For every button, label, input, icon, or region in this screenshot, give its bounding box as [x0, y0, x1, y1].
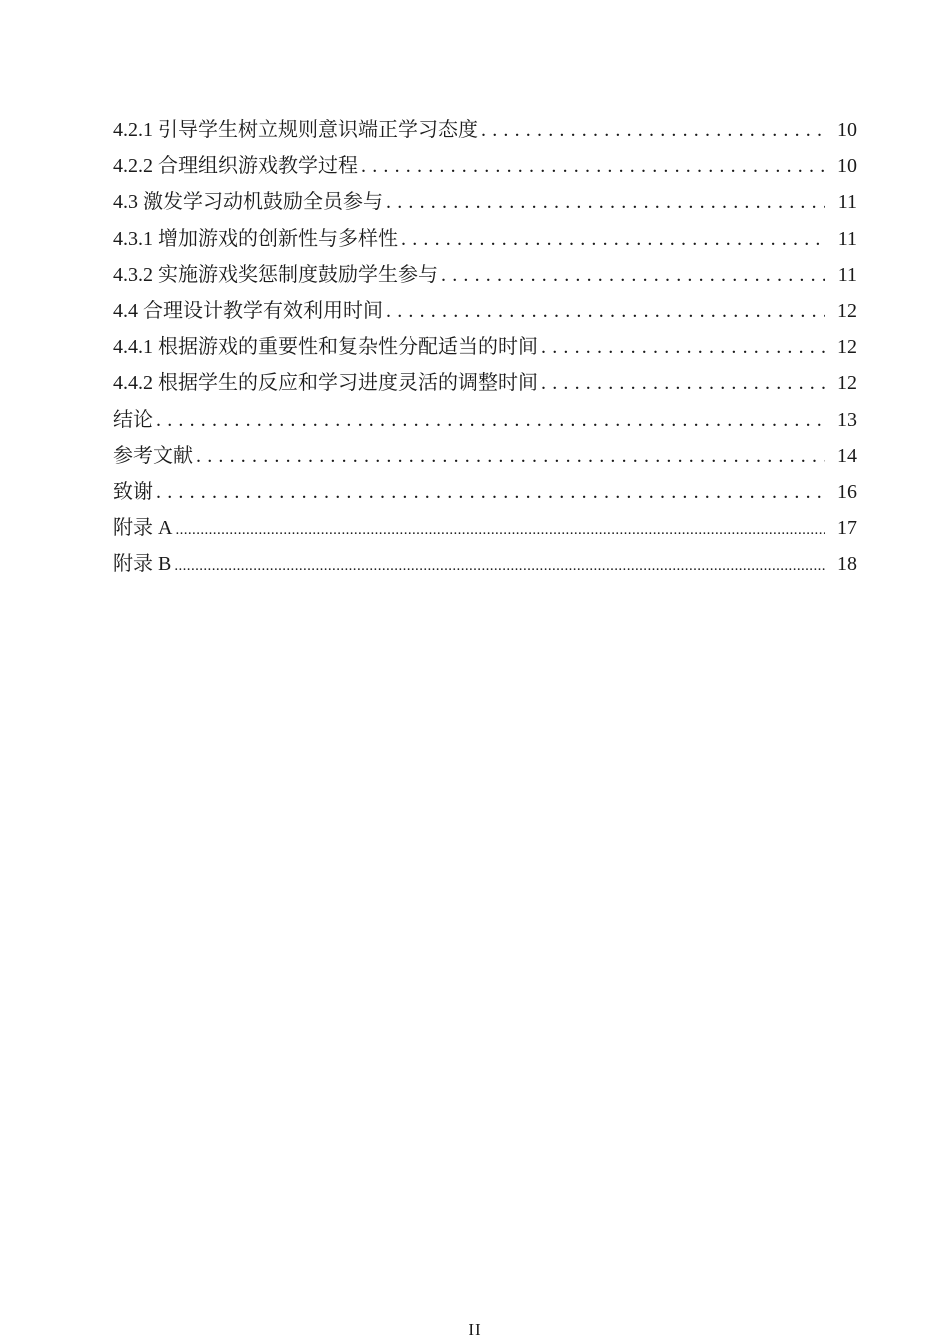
toc-entry-label: 4.4.2 根据学生的反应和学习进度灵活的调整时间 — [113, 372, 538, 395]
toc-entry — [113, 438, 857, 474]
toc-entry-label: 4.4 合理设计教学有效利用时间 — [113, 299, 383, 322]
toc-entry-page: 11 — [837, 191, 857, 214]
toc-entry — [113, 474, 857, 510]
toc-entry-page: 10 — [837, 155, 857, 178]
toc-entry-page: 14 — [837, 444, 857, 467]
toc-entry — [113, 184, 857, 220]
toc-entry — [113, 112, 857, 148]
toc-entry-page: 17 — [837, 517, 857, 540]
dot-leader — [478, 112, 825, 148]
dot-leader — [538, 365, 825, 401]
toc-entry-label: 4.4.1 根据游戏的重要性和复杂性分配适当的时间 — [113, 336, 538, 359]
toc-entry — [113, 221, 857, 257]
toc-entry-page: 11 — [837, 263, 857, 286]
toc-entry — [113, 510, 857, 546]
dot-leader — [538, 329, 825, 365]
toc-entry-label: 4.2.2 合理组织游戏教学过程 — [113, 155, 358, 178]
toc-entry-label: 4.2.1 引导学生树立规则意识端正学习态度 — [113, 119, 478, 141]
toc-entry-page: 12 — [837, 372, 857, 395]
dot-leader — [358, 148, 825, 184]
toc-entry-label: 附录 A — [113, 517, 173, 540]
dot-leader — [398, 221, 825, 257]
dot-leader — [171, 546, 825, 584]
dot-leader — [172, 510, 825, 548]
toc-entry-page: 10 — [837, 119, 857, 141]
toc-entry — [113, 293, 857, 329]
toc-entry-page: 11 — [837, 227, 857, 250]
dot-leader — [383, 184, 825, 220]
dot-leader — [383, 293, 825, 329]
page-number-footer: II — [468, 1320, 482, 1339]
toc-entry-label: 4.3.1 增加游戏的创新性与多样性 — [113, 227, 398, 250]
toc-entry — [113, 402, 857, 438]
toc-entry-label: 4.3.2 实施游戏奖惩制度鼓励学生参与 — [113, 263, 438, 286]
toc-entry-page: 12 — [837, 336, 857, 359]
toc-entry-label: 4.3 激发学习动机鼓励全员参与 — [113, 191, 383, 214]
dot-leader — [193, 438, 825, 474]
toc-entry — [113, 148, 857, 184]
toc-entry — [113, 257, 857, 293]
toc-entry-label: 致谢 — [113, 480, 153, 503]
toc-entry — [113, 329, 857, 365]
toc-entry-label: 附录 B — [113, 553, 172, 576]
toc-entry-page: 13 — [837, 408, 857, 431]
toc-entry-page: 16 — [837, 480, 857, 503]
toc-entry-label: 结论 — [113, 408, 153, 431]
dot-leader — [153, 474, 825, 510]
toc-entry — [113, 546, 857, 582]
toc-entry — [113, 365, 857, 401]
toc-entry-label: 参考文献 — [113, 444, 193, 467]
toc-entry-page: 12 — [837, 299, 857, 322]
table-of-contents — [113, 112, 857, 582]
toc-entry-page: 18 — [837, 553, 857, 576]
dot-leader — [438, 257, 825, 293]
dot-leader — [153, 402, 825, 438]
